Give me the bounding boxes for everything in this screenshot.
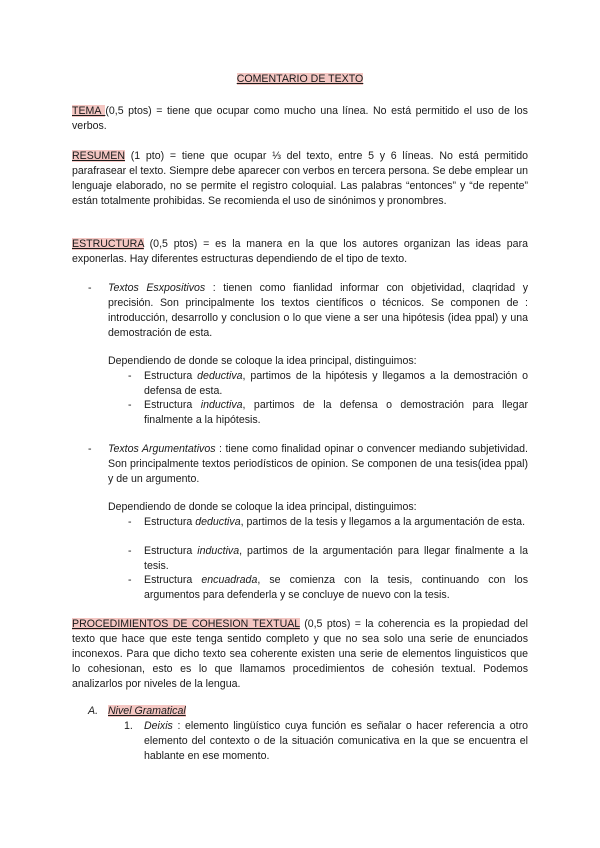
- procedimientos-paragraph: [72, 617, 528, 692]
- term-inductiva: inductiva: [197, 545, 240, 557]
- resumen-paragraph: [72, 149, 528, 209]
- tema-text: (0,5 ptos) = tiene que ocupar como mucho una línea. No está permitido el uso de los verbos.: [72, 105, 528, 132]
- tema-paragraph: [72, 104, 528, 134]
- sub-item-dash: -: [128, 574, 132, 586]
- page-title: COMENTARIO DE TEXTO: [236, 73, 364, 85]
- argumentativos-intro: Dependiendo de donde se coloque la idea principal, distinguimos:: [108, 501, 417, 513]
- nivel-gramatical-label: Nivel Gramatical: [108, 705, 186, 717]
- term-deductiva: deductiva: [195, 516, 241, 528]
- argumentativos-text: : tiene como finalidad opinar o convencer mediando subjetividad. Son principalmente textos periodísticos de opinion. Se componen de una tesis(idea ppal) y de un argumento.: [108, 443, 528, 485]
- tema-label: TEMA: [72, 105, 106, 117]
- sub-item-expositivos-deductiva: - Estructura deductiva, partimos de la hipótesis y llegamos a la demostración o defensa de esta.: [128, 370, 528, 397]
- expositivos-intro: Dependiendo de donde se coloque la idea principal, distinguimos:: [108, 355, 417, 367]
- bullet-expositivos: [88, 281, 528, 341]
- resumen-text: (1 pto) = tiene que ocupar ⅓ del texto, entre 5 y 6 líneas. No está permitido parafrasear el texto. Siempre debe aparecer con verbos en tercera persona. Se debe emplear un lenguaje elaborado, no se permite el registro coloquial. Las palabras “entonces” y “de repente” están totalmente prohibidas. Se recomienda el uso de sinónimos y pronombres.: [72, 150, 528, 207]
- term-deductiva: deductiva: [197, 370, 243, 382]
- sub-item-argumentativos-inductiva: - Estructura inductiva, partimos de la argumentación para llegar finalmente a la tesis.: [128, 545, 528, 572]
- sub-item-argumentativos-deductiva: - Estructura deductiva, partimos de la tesis y llegamos a la argumentación de esta.: [128, 516, 526, 528]
- expositivos-text: : tienen como fianlidad informar con objetividad, claqridad y precisión. Son principalmente los textos científicos o técnicos. Se componen de : introducción, desarrollo y conclusion o lo que viene a ser una hipótesis (idea ppal) y una demostración de esta.: [108, 282, 529, 339]
- resumen-label: RESUMEN: [72, 150, 125, 162]
- sub-item-expositivos-inductiva: - Estructura inductiva, partimos de la defensa o demostración para llegar finalmente a la hipótesis.: [128, 399, 528, 426]
- bullet-dash: -: [88, 282, 92, 294]
- bullet-argumentativos: [88, 442, 528, 487]
- term-inductiva: inductiva: [200, 399, 243, 411]
- bullet-dash: -: [88, 443, 92, 455]
- deixis-term: Deixis: [144, 720, 173, 732]
- sub-item-dash: -: [128, 399, 132, 411]
- list-number: 1.: [124, 720, 133, 732]
- sub-item-dash: -: [128, 370, 132, 382]
- term-encuadrada: encuadrada: [201, 574, 258, 586]
- list-letter: A.: [88, 705, 99, 717]
- estructura-text: (0,5 ptos) = es la manera en la que los autores organizan las ideas para exponerlas. Hay diferentes estructuras dependiendo de el tipo de texto.: [72, 238, 528, 265]
- sub-item-dash: -: [128, 516, 132, 528]
- nivel-gramatical-heading: [88, 704, 186, 719]
- estructura-paragraph: [72, 237, 528, 267]
- procedimientos-text: (0,5 ptos) = la coherencia es la propiedad del texto que hace que este tenga sentido completo y que no sea solo una serie de enunciados inconexos. Para que dicho texto sea coherente existen una serie de elementos linguisticos que lo cohesionan, esto es lo que llamamos procedimientos de cohesión textual. Podemos analizarlos por niveles de la lengua.: [72, 618, 528, 690]
- sub-item-argumentativos-encuadrada: - Estructura encuadrada, se comienza con la tesis, continuando con los argumentos para defenderla y se concluye de nuevo con la tesis.: [128, 574, 528, 601]
- deixis-text: : elemento lingüístico cuya función es señalar o hacer referencia a otro elemento del contexto o de la situación comunicativa en la que se encuentra el hablante en ese momento.: [144, 720, 528, 762]
- estructura-label: ESTRUCTURA: [72, 238, 144, 250]
- procedimientos-label: PROCEDIMIENTOS DE COHESION TEXTUAL: [72, 618, 300, 630]
- expositivos-term: Textos Esxpositivos: [108, 282, 206, 294]
- numbered-item-deixis: [124, 719, 528, 764]
- argumentativos-term: Textos Argumentativos: [108, 443, 216, 455]
- sub-item-dash: -: [128, 545, 132, 557]
